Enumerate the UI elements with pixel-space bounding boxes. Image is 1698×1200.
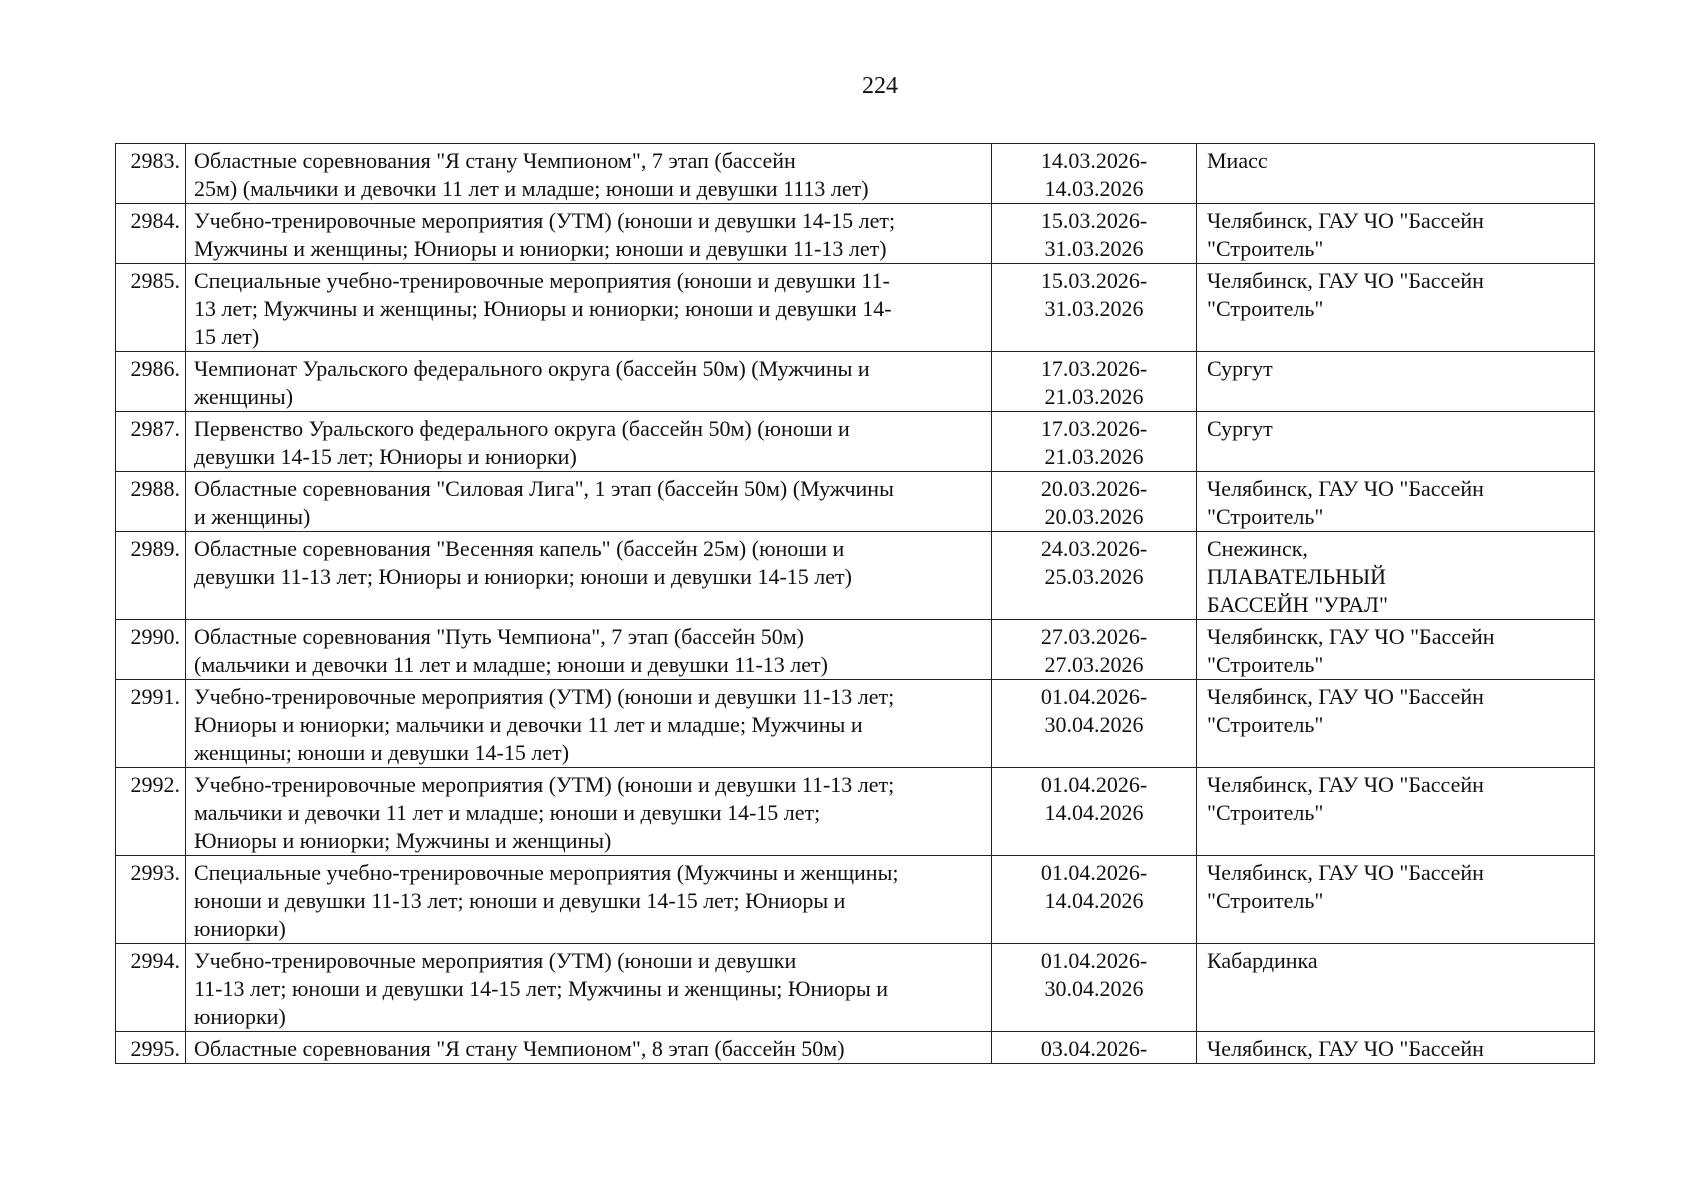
event-place: Челябинск, ГАУ ЧО "Бассейн "Строитель" (1197, 768, 1595, 856)
row-number: 2983. (116, 144, 186, 204)
event-place: Челябинскк, ГАУ ЧО "Бассейн "Строитель" (1197, 620, 1595, 680)
table-row (116, 1032, 1595, 1064)
event-name: Учебно-тренировочные мероприятия (УТМ) (юноши и девушки 11-13 лет; мальчики и девочки 11 лет и младше; юноши и девушки 14-15 лет; Юниоры и юниорки; Мужчины и женщины) (186, 768, 992, 856)
event-dates: 20.03.2026- 20.03.2026 (992, 472, 1197, 532)
event-name: Учебно-тренировочные мероприятия (УТМ) (юноши и девушки 11-13 лет; Юниоры и юниорки; мальчики и девочки 11 лет и младше; Мужчины и женщины; юноши и девушки 14-15 лет) (186, 680, 992, 768)
table-row (116, 532, 1595, 620)
event-dates: 15.03.2026- 31.03.2026 (992, 204, 1197, 264)
event-dates: 01.04.2026- 30.04.2026 (992, 944, 1197, 1032)
event-place: Снежинск, ПЛАВАТЕЛЬНЫЙ БАССЕЙН "УРАЛ" (1197, 532, 1595, 620)
table-row (116, 352, 1595, 412)
event-name: Областные соревнования "Силовая Лига", 1 этап (бассейн 50м) (Мужчины и женщины) (186, 472, 992, 532)
table-row (116, 144, 1595, 204)
table-row (116, 944, 1595, 1032)
page-number: 224 (862, 73, 898, 99)
row-number: 2988. (116, 472, 186, 532)
event-dates: 01.04.2026- 30.04.2026 (992, 680, 1197, 768)
event-place: Сургут (1197, 412, 1595, 472)
event-name: Специальные учебно-тренировочные мероприятия (Мужчины и женщины; юноши и девушки 11-13 лет; юноши и девушки 14-15 лет; Юниоры и юниорки) (186, 856, 992, 944)
event-name: Областные соревнования "Я стану Чемпионом", 8 этап (бассейн 50м) (186, 1032, 992, 1064)
row-number: 2990. (116, 620, 186, 680)
table-row (116, 680, 1595, 768)
table-row (116, 264, 1595, 352)
event-dates: 03.04.2026- (992, 1032, 1197, 1064)
event-place: Челябинск, ГАУ ЧО "Бассейн "Строитель" (1197, 204, 1595, 264)
event-dates: 01.04.2026- 14.04.2026 (992, 856, 1197, 944)
table-row (116, 768, 1595, 856)
event-place: Челябинск, ГАУ ЧО "Бассейн (1197, 1032, 1595, 1064)
row-number: 2995. (116, 1032, 186, 1064)
event-name: Областные соревнования "Весенняя капель" (бассейн 25м) (юноши и девушки 11-13 лет; Юниоры и юниорки; юноши и девушки 14-15 лет) (186, 532, 992, 620)
row-number: 2991. (116, 680, 186, 768)
event-dates: 17.03.2026- 21.03.2026 (992, 352, 1197, 412)
event-place: Челябинск, ГАУ ЧО "Бассейн "Строитель" (1197, 472, 1595, 532)
table-row (116, 204, 1595, 264)
event-dates: 24.03.2026- 25.03.2026 (992, 532, 1197, 620)
row-number: 2986. (116, 352, 186, 412)
event-place: Челябинск, ГАУ ЧО "Бассейн "Строитель" (1197, 856, 1595, 944)
table-row (116, 472, 1595, 532)
event-name: Учебно-тренировочные мероприятия (УТМ) (юноши и девушки 14-15 лет; Мужчины и женщины; Юниоры и юниорки; юноши и девушки 11-13 лет) (186, 204, 992, 264)
table-row (116, 856, 1595, 944)
event-name: Специальные учебно-тренировочные мероприятия (юноши и девушки 11- 13 лет; Мужчины и женщины; Юниоры и юниорки; юноши и девушки 14- 15 лет) (186, 264, 992, 352)
event-name: Первенство Уральского федерального округа (бассейн 50м) (юноши и девушки 14-15 лет; Юниоры и юниорки) (186, 412, 992, 472)
row-number: 2993. (116, 856, 186, 944)
event-dates: 14.03.2026- 14.03.2026 (992, 144, 1197, 204)
row-number: 2994. (116, 944, 186, 1032)
row-number: 2987. (116, 412, 186, 472)
row-number: 2992. (116, 768, 186, 856)
row-number: 2989. (116, 532, 186, 620)
event-dates: 27.03.2026- 27.03.2026 (992, 620, 1197, 680)
event-place: Кабардинка (1197, 944, 1595, 1032)
event-name: Чемпионат Уральского федерального округа (бассейн 50м) (Мужчины и женщины) (186, 352, 992, 412)
event-place: Миасс (1197, 144, 1595, 204)
event-place: Челябинск, ГАУ ЧО "Бассейн "Строитель" (1197, 264, 1595, 352)
event-name: Областные соревнования "Путь Чемпиона", 7 этап (бассейн 50м) (мальчики и девочки 11 лет и младше; юноши и девушки 11-13 лет) (186, 620, 992, 680)
row-number: 2985. (116, 264, 186, 352)
events-table-body (116, 144, 1595, 1064)
event-dates: 17.03.2026- 21.03.2026 (992, 412, 1197, 472)
event-place: Челябинск, ГАУ ЧО "Бассейн "Строитель" (1197, 680, 1595, 768)
event-name: Учебно-тренировочные мероприятия (УТМ) (юноши и девушки 11-13 лет; юноши и девушки 14-15 лет; Мужчины и женщины; Юниоры и юниорки) (186, 944, 992, 1032)
table-row (116, 412, 1595, 472)
event-dates: 01.04.2026- 14.04.2026 (992, 768, 1197, 856)
event-dates: 15.03.2026- 31.03.2026 (992, 264, 1197, 352)
row-number: 2984. (116, 204, 186, 264)
table-row (116, 620, 1595, 680)
event-place: Сургут (1197, 352, 1595, 412)
events-table (115, 143, 1595, 1064)
event-name: Областные соревнования "Я стану Чемпионом", 7 этап (бассейн 25м) (мальчики и девочки 11 лет и младше; юноши и девушки 1113 лет) (186, 144, 992, 204)
